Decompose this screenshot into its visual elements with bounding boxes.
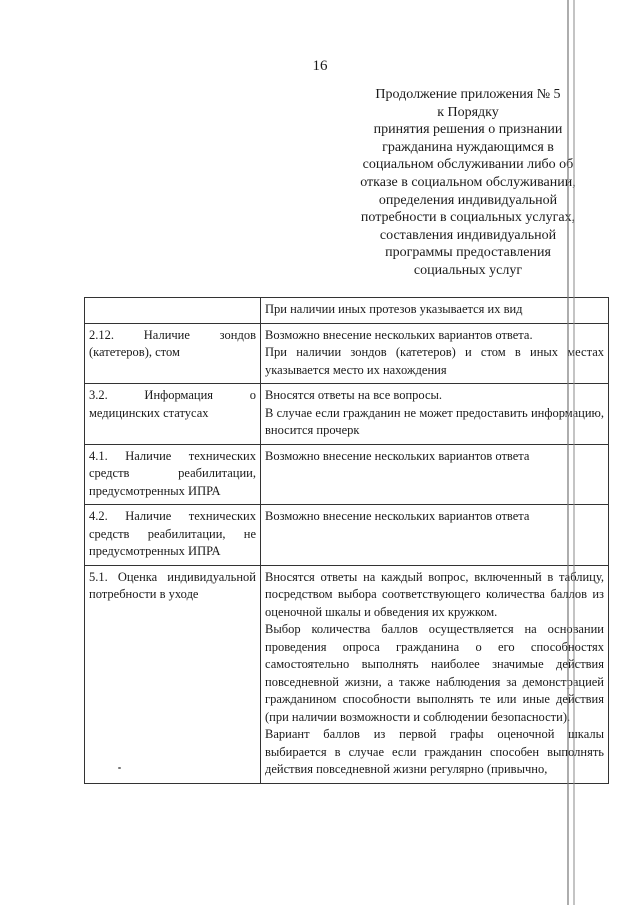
heading-line: гражданина нуждающимся в <box>382 139 554 155</box>
table-row <box>85 323 609 384</box>
heading-line: составления индивидуальной <box>379 227 557 243</box>
table-row <box>85 565 609 783</box>
row-description <box>261 323 609 384</box>
description-paragraph: Возможно внесение нескольких вариантов ответа. <box>265 327 533 342</box>
instructions-table <box>84 297 609 784</box>
heading-line: определения индивидуальной <box>378 192 558 208</box>
row-label <box>85 298 261 324</box>
row-description <box>261 505 609 566</box>
row-label: 2.12. Наличие зондов (катетеров), стом <box>85 323 261 384</box>
description-paragraph: Вариант баллов из первой графы оценочной шкалы выбирается в случае если гражданин способен выполнять действия повседневной жизни регулярно (привычно, <box>265 727 604 776</box>
row-description <box>261 298 609 324</box>
row-label: 4.1. Наличие технических средств реабилитации, предусмотренных ИПРА <box>85 444 261 505</box>
row-label: 3.2. Информация о медицинских статусах <box>85 384 261 445</box>
heading-line: отказе в социальном обслуживании, <box>360 174 576 190</box>
row-description <box>261 444 609 505</box>
table-row <box>85 384 609 445</box>
row-label: 4.2. Наличие технических средств реабилитации, не предусмотренных ИПРА <box>85 505 261 566</box>
description-paragraph: В случае если гражданин не может предоставить информацию, вносится прочерк <box>265 405 604 437</box>
row-label: 5.1. Оценка индивидуальной потребности в уходе <box>85 565 261 783</box>
heading-line: социальных услуг <box>413 262 523 278</box>
table-row <box>85 444 609 505</box>
scan-speck <box>118 767 121 769</box>
table-row <box>85 298 609 324</box>
page-number: 16 <box>312 58 328 74</box>
description-paragraph: При наличии зондов (катетеров) и стом в иных местах указывается место их нахождения <box>265 345 604 377</box>
description-paragraph: При наличии иных протезов указывается их вид <box>265 302 523 316</box>
heading-line: потребности в социальных услугах, <box>360 210 576 226</box>
description-paragraph: Вносятся ответы на каждый вопрос, включенный в таблицу, посредством выбора соответствующего количества баллов из оценочной шкалы и обведения их кружком. <box>265 569 604 619</box>
row-description <box>261 384 609 445</box>
heading-line: программы предоставления <box>385 245 551 261</box>
heading-line: к Порядку <box>437 104 499 120</box>
binding-line-marks <box>565 0 577 905</box>
row-description <box>261 565 609 783</box>
description-paragraph: Вносятся ответы на все вопросы. <box>265 388 443 402</box>
description-paragraph: Возможно внесение нескольких вариантов ответа <box>265 509 530 523</box>
heading-line: принятия решения о признании <box>373 122 563 138</box>
heading-line: Продолжение приложения № 5 <box>375 87 561 102</box>
description-paragraph: Возможно внесение нескольких вариантов ответа <box>265 448 530 463</box>
description-paragraph: Выбор количества баллов осуществляется на основании проведения опроса гражданина о его способностях самостоятельно выполнять наиболее значимые действия повседневной жизни, а также наблюдения за демонстрацией гражданином способности выполнять те или иные действия (при наличии возможности и соблюдении безопасности). <box>265 622 604 724</box>
heading-line: социальном обслуживании либо об <box>362 157 574 173</box>
table-row <box>85 505 609 566</box>
